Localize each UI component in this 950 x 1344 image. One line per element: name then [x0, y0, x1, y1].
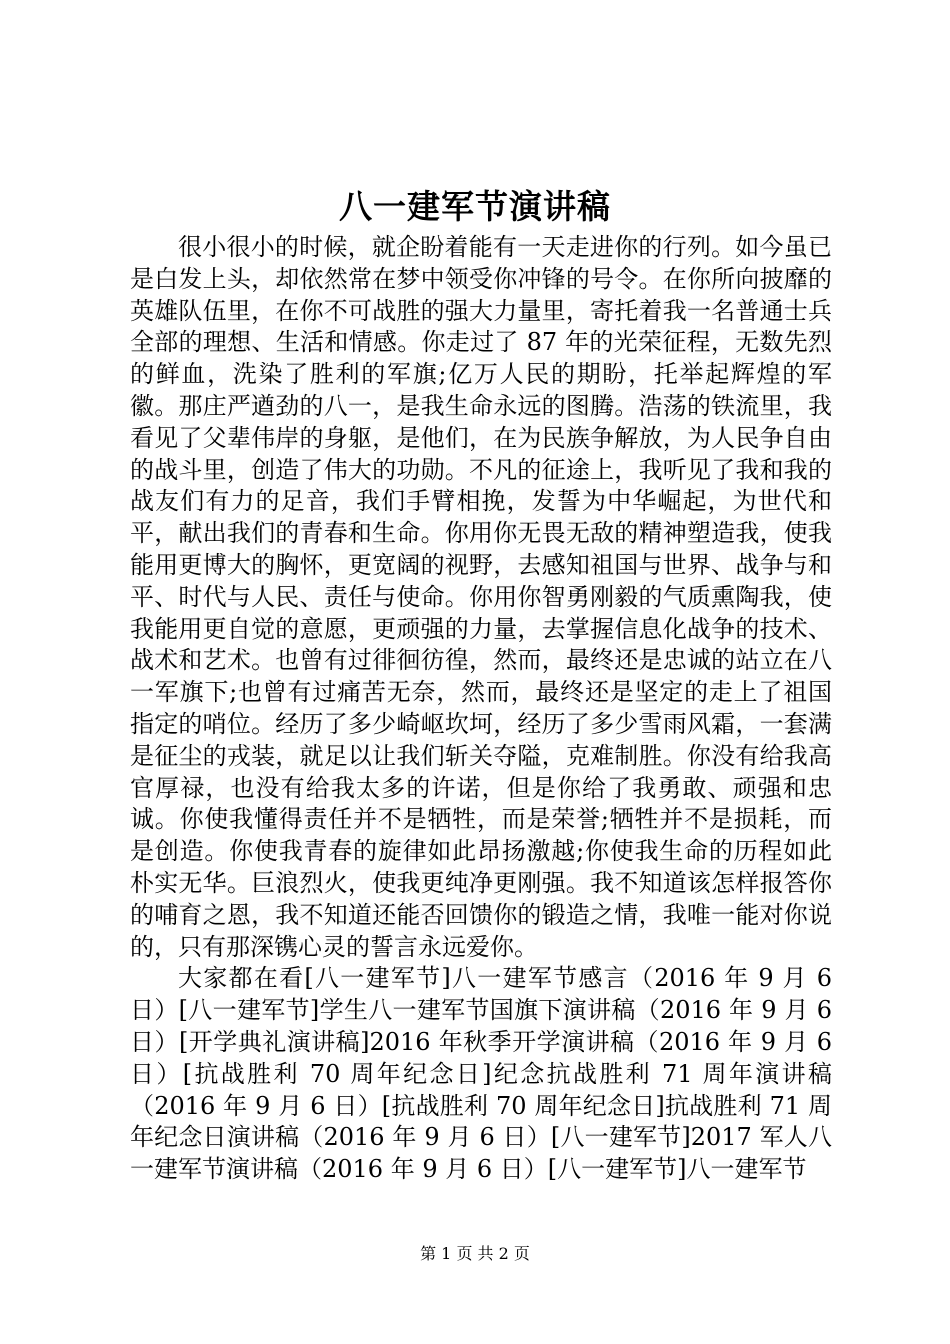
page-footer: 第 1 页 共 2 页: [420, 1244, 530, 1263]
document-body: [130, 232, 832, 1186]
document-title: 八一建军节演讲稿: [339, 187, 611, 226]
body-paragraph: 很小很小的时候，就企盼着能有一天走进你的行列。如今虽已是白发上头，却依然常在梦中领受你冲锋的号令。在你所向披靡的英雄队伍里，在你不可战胜的强大力量里，寄托着我一名普通士兵全部的理想、生活和情感。你走过了 87 年的光荣征程，无数先烈的鲜血，洗染了胜利的军旗;亿万人民的期盼，托举起辉煌的军徽。那庄严遒劲的八一，是我生命永远的图腾。浩荡的铁流里，我看见了父辈伟岸的身躯，是他们，在为民族争解放，为人民争自由的战斗里，创造了伟大的功勋。不凡的征途上，我听见了我和我的战友们有力的足音，我们手臂相挽，发誓为中华崛起，为世代和平，献出我们的青春和生命。你用你无畏无敌的精神塑造我，使我能用更博大的胸怀，更宽阔的视野，去感知祖国与世界、战争与和平、时代与人民、责任与使命。你用你智勇刚毅的气质熏陶我，使我能用更自觉的意愿，更顽强的力量，去掌握信息化战争的技术、战术和艺术。也曾有过徘徊彷徨，然而，最终还是忠诚的站立在八一军旗下;也曾有过痛苦无奈，然而，最终还是坚定的走上了祖国指定的哨位。经历了多少崎岖坎坷，经历了多少雪雨风霜，一套满是征尘的戎装，就足以让我们斩关夺隘，克难制胜。你没有给我高官厚禄，也没有给我太多的许诺，但是你给了我勇敢、顽强和忠诚。你使我懂得责任并不是牺牲，而是荣誉;牺牲并不是损耗，而是创造。你使我青春的旋律如此昂扬激越;你使我生命的历程如此朴实无华。巨浪烈火，使我更纯净更刚强。我不知道该怎样报答你的哺育之恩，我不知道还能否回馈你的锻造之情，我唯一能对你说的，只有那深镌心灵的誓言永远爱你。: [130, 233, 832, 961]
related-articles-paragraph: 大家都在看[八一建军节]八一建军节感言（2016 年 9 月 6 日）[八一建军节]学生八一建军节国旗下演讲稿（2016 年 9 月 6 日）[开学典礼演讲稿]2016 年秋季开学演讲稿（2016 年 9 月 6 日）[抗战胜利 70 周年纪念日]纪念抗战胜利 71 周年演讲稿（2016 年 9 月 6 日）[抗战胜利 70 周年纪念日]抗战胜利 71 周年纪念日演讲稿（2016 年 9 月 6 日）[八一建军节]2017 军人八一建军节演讲稿（2016 年 9 月 6 日）[八一建军节]八一建军节: [130, 964, 832, 1184]
